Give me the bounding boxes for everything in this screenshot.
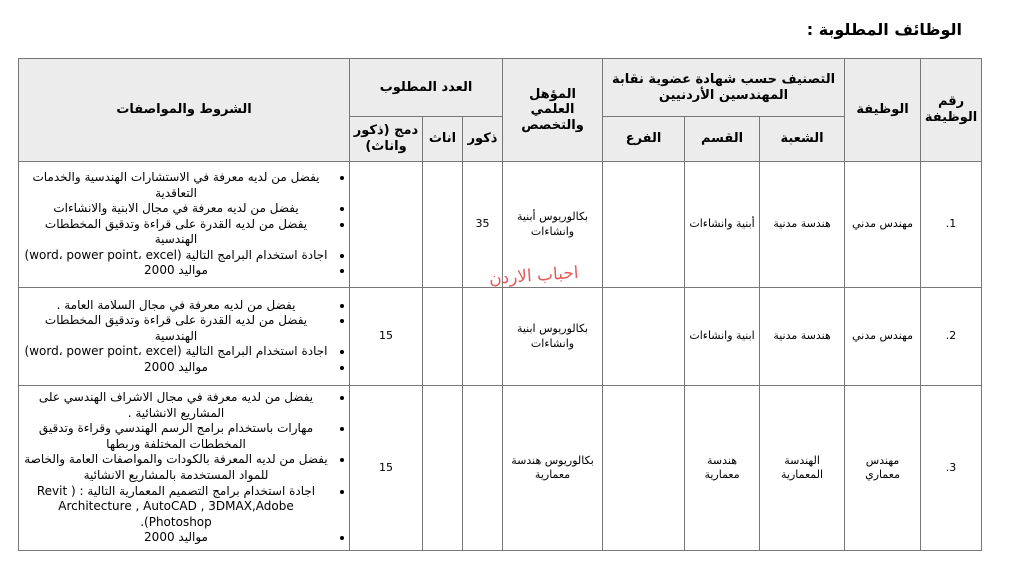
row-branch: [603, 288, 685, 386]
row-mixed: [350, 162, 423, 288]
header-section: القسم: [685, 117, 760, 162]
row-section: هندسة معمارية: [685, 386, 760, 551]
row-branch: [603, 162, 685, 288]
header-classification: التصنيف حسب شهادة عضوية نقابة المهندسين الأردنيين: [603, 59, 845, 117]
row-number: 3.: [921, 386, 982, 551]
condition-item: • يفضل من لديه معرفة في الاستشارات الهندسية والخدمات التعاقدية: [22, 170, 330, 201]
header-count: العدد المطلوب: [350, 59, 503, 117]
condition-item: • مواليد 2000: [22, 360, 330, 376]
watermark: احباب الاردن: [488, 262, 580, 290]
header-males: ذكور: [463, 117, 503, 162]
row-division: هندسة مدنية: [760, 162, 845, 288]
row-number: 2.: [921, 288, 982, 386]
row-females: [423, 288, 463, 386]
condition-item: • اجادة استخدام برامج التصميم المعمارية التالية : ( Revit Architecture , AutoCAD , 3DMAX,Adobe Photoshop).: [22, 484, 330, 531]
header-mixed: دمج (ذكور واناث): [350, 117, 423, 162]
row-job: مهندس معماري: [845, 386, 921, 551]
header-qualification: المؤهل العلمي والتخصص: [503, 59, 603, 162]
condition-item: • اجادة استخدام البرامج التالية (word، power point، excel): [22, 248, 330, 264]
row-qualification: بكالوريوس أبنية وانشاءات: [503, 162, 603, 288]
row-mixed: 15: [350, 386, 423, 551]
header-branch: الفرع: [603, 117, 685, 162]
condition-item: • يفضل من لديه معرفة في مجال السلامة العامة .: [22, 298, 330, 314]
header-job: الوظيفة: [845, 59, 921, 162]
condition-item: • يفضل من لديه القدرة على قراءة وتدقيق المخططات الهندسية: [22, 217, 330, 248]
table-row: [19, 386, 982, 551]
condition-item: • مواليد 2000: [22, 263, 330, 279]
row-males: [463, 288, 503, 386]
header-job-no: رقم الوظيفة: [921, 59, 982, 162]
header-division: الشعبة: [760, 117, 845, 162]
row-conditions: [19, 288, 350, 386]
row-job: مهندس مدني: [845, 288, 921, 386]
page-title: الوظائف المطلوبة :: [806, 20, 962, 39]
condition-item: • اجادة استخدام البرامج التالية (word، power point، excel): [22, 344, 330, 360]
jobs-table: [18, 58, 982, 551]
row-females: [423, 386, 463, 551]
condition-item: • مواليد 2000: [22, 530, 330, 546]
condition-item: • يفضل من لديه معرفة في مجال الابنية والانشاءات: [22, 201, 330, 217]
row-males: 35: [463, 162, 503, 288]
row-mixed: 15: [350, 288, 423, 386]
row-branch: [603, 386, 685, 551]
row-qualification: بكالوريوس ابنية وانشاءات: [503, 288, 603, 386]
condition-item: • يفضل من لديه القدرة على قراءة وتدقيق المخططات الهندسية: [22, 313, 330, 344]
header-females: اناث: [423, 117, 463, 162]
condition-item: • يفضل من لديه المعرفة بالكودات والمواصفات العامة والخاصة للمواد المستخدمة بالمشاريع الانشائية: [22, 452, 330, 483]
row-conditions: [19, 162, 350, 288]
condition-item: • يفضل من لديه معرفة في مجال الاشراف الهندسي على المشاريع الانشائية .: [22, 390, 330, 421]
row-females: [423, 162, 463, 288]
header-conditions: الشروط والمواصفات: [19, 59, 350, 162]
row-conditions: [19, 386, 350, 551]
row-job: مهندس مدني: [845, 162, 921, 288]
row-division: الهندسة المعمارية: [760, 386, 845, 551]
row-males: [463, 386, 503, 551]
condition-item: • مهارات باستخدام برامج الرسم الهندسي وقراءة وتدقيق المخططات المختلفة وربطها: [22, 421, 330, 452]
row-section: أبنية وانشاءات: [685, 162, 760, 288]
row-section: ابنية وانشاءات: [685, 288, 760, 386]
row-division: هندسة مدنية: [760, 288, 845, 386]
table-row: [19, 288, 982, 386]
row-number: 1.: [921, 162, 982, 288]
row-qualification: بكالوريوس هندسة معمارية: [503, 386, 603, 551]
